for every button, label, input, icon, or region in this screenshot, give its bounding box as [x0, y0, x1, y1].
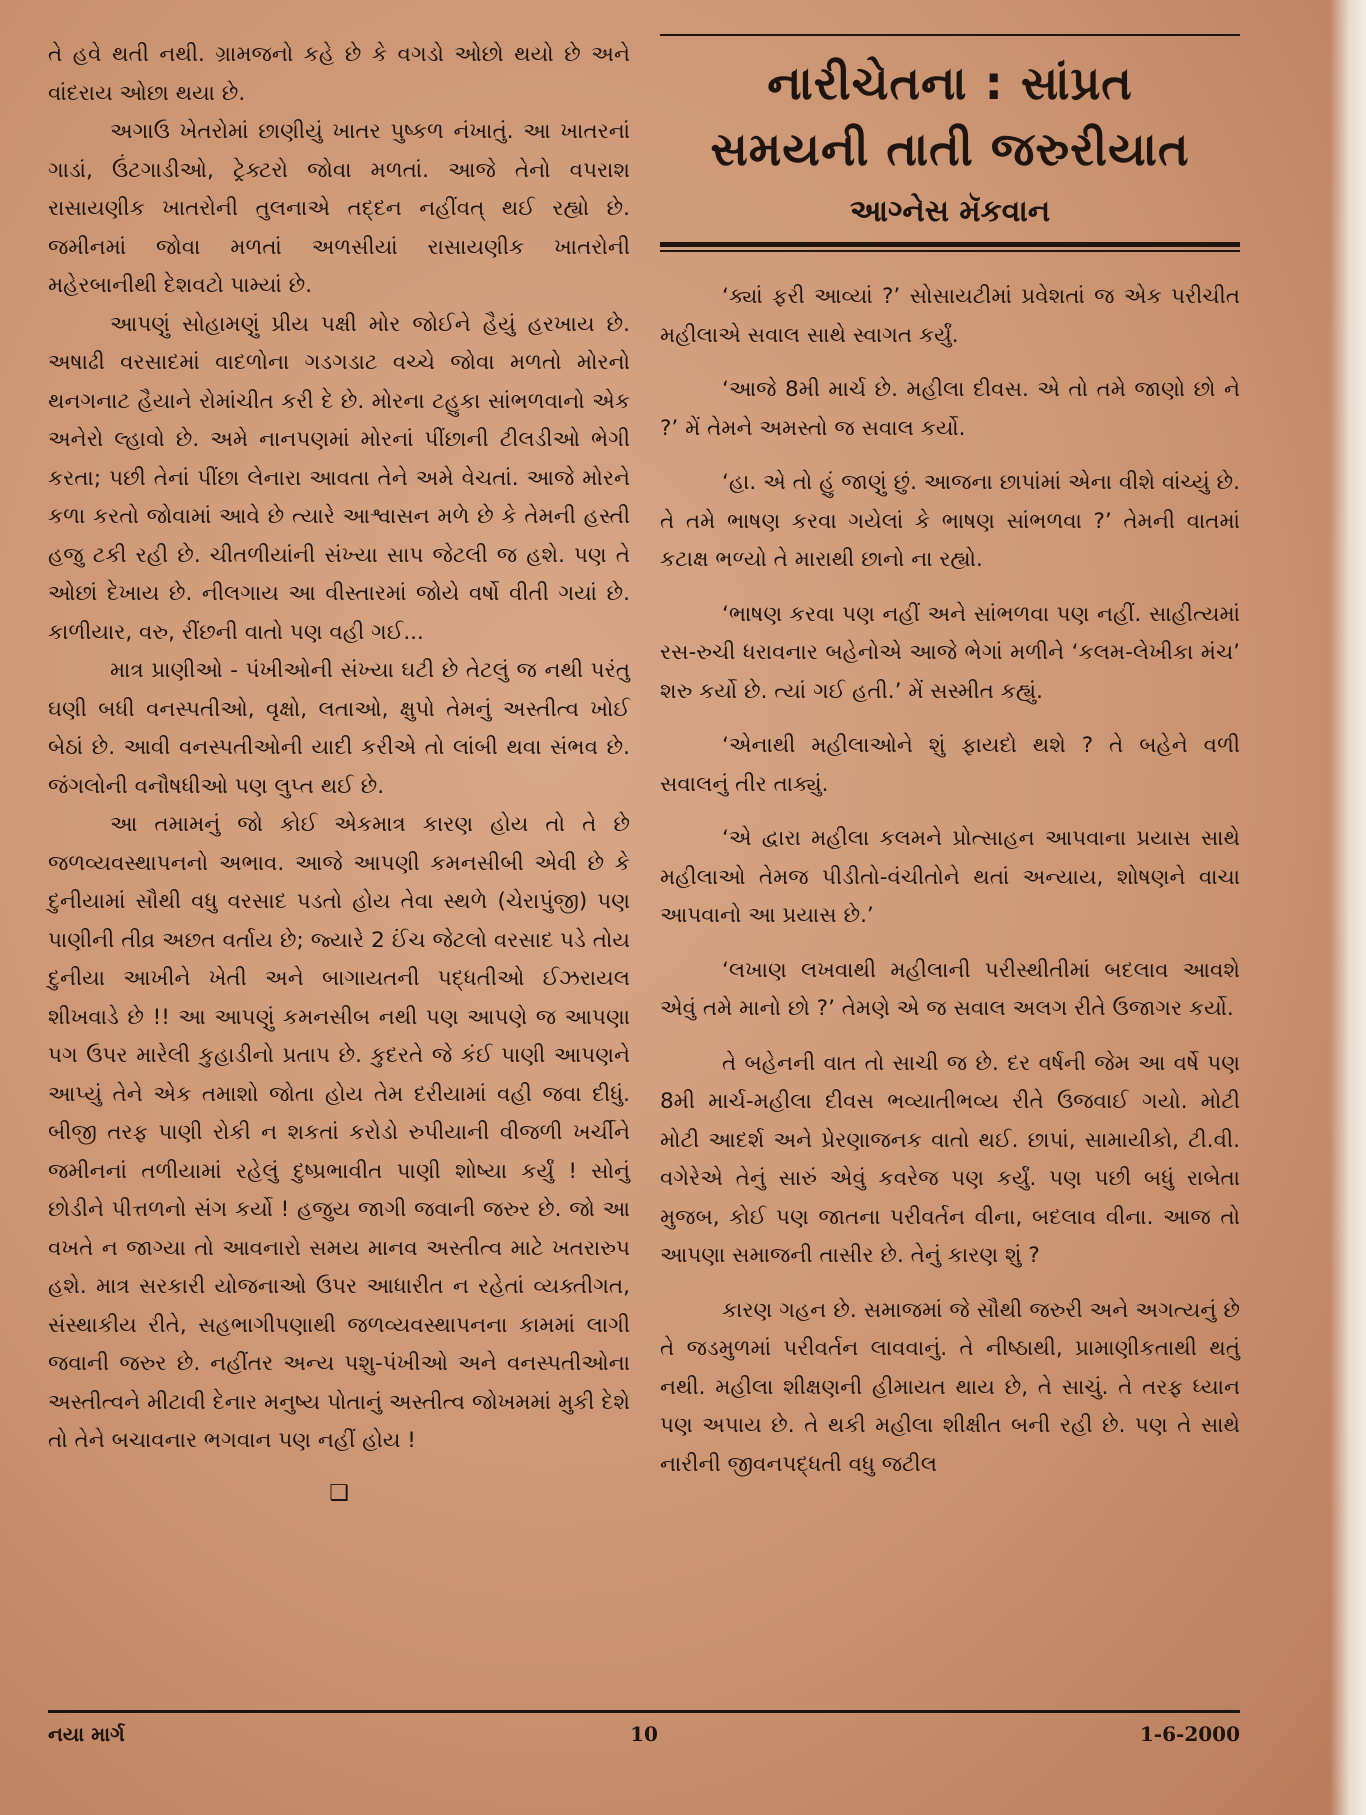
page-number: 10 [630, 1722, 658, 1746]
paragraph: અગાઉ ખેતરોમાં છાણીયું ખાતર પુષ્કળ નંખાતું. આ ખાતરનાં ગાડાં, ઉંટગાડીઓ, ટ્રેક્ટરો જોવા મળતાં. આજે તેનો વપરાશ રાસાયણીક ખાતરોની તુલનાએ તદ્દન નહીંવત્ થઈ રહ્યો છે. જમીનમાં જોવા મળતાં અળસીયાં રાસાયણીક ખાતરોની મહેરબાનીથી દેશવટો પામ્યાં છે. [48, 119, 630, 298]
issue-date: 1-6-2000 [1139, 1722, 1240, 1746]
paragraph: ‘આજે 8મી માર્ચ છે. મહીલા દીવસ. એ તો તમે જાણો છો ને ?’ મેં તેમને અમસ્તો જ સવાલ કર્યો. [660, 377, 1240, 441]
publication-name: નયા માર્ગ [48, 1722, 125, 1746]
paragraph: ‘ક્યાં ફરી આવ્યાં ?’ સોસાયટીમાં પ્રવેશતાં જ એક પરીચીત મહીલાએ સવાલ સાથે સ્વાગત કર્યું. [660, 284, 1240, 348]
end-of-article-mark: ❑ [329, 1480, 349, 1506]
author-rule [660, 242, 1240, 252]
page-edge [1330, 0, 1366, 1815]
paragraph: ‘હા. એ તો હું જાણું છું. આજના છાપાંમાં એના વીશે વાંચ્યું છે. તે તમે ભાષણ કરવા ગયેલાં કે ભાષણ સાંભળવા ?’ તેમની વાતમાં કટાક્ષ ભળ્યો તે મારાથી છાનો ના રહ્યો. [660, 470, 1240, 572]
paragraph: આ તમામનું જો કોઈ એકમાત્ર કારણ હોય તો તે છે જળવ્યવસ્થાપનનો અભાવ. આજે આપણી કમનસીબી એવી છે કે દુનીયામાં સૌથી વધુ વરસાદ પડતો હોય તેવા સ્થળે (ચેરાપુંજી) પણ પાણીની તીવ્ર અછત વર્તાય છે; જ્યારે 2 ઈંચ જેટલો વરસાદ પડે તોય દુનીયા આખીને ખેતી અને બાગાયતની પદ્ધતીઓ ઈઝરાયલ શીખવાડે છે !! આ આપણું કમનસીબ નથી પણ આપણે જ આપણા પગ ઉપર મારેલી કુહાડીનો પ્રતાપ છે. કુદરતે જે કંઈ પાણી આપણને આપ્યું તેને એક તમાશો જોતા હોય તેમ દરીયામાં વહી જવા દીધું. બીજી તરફ પાણી રોકી ન શકતાં કરોડો રુપીયાની વીજળી ખર્ચીને જમીનનાં તળીયામાં રહેલું દુષ્પ્રભાવીત પાણી શોષ્યા કર્યું ! સોનું છોડીને પીત્તળનો સંગ કર્યો ! હજુય જાગી જવાની જરુર છે. જો આ વખતે ન જાગ્યા તો આવનારો સમય માનવ અસ્તીત્વ માટે ખતરારુપ હશે. માત્ર સરકારી યોજનાઓ ઉપર આધારીત ન રહેતાં વ્યક્તીગત, સંસ્થાકીય રીતે, સહભાગીપણાથી જળવ્યવસ્થાપનના કામમાં લાગી જવાની જરુર છે. નહીંતર અન્ય પશુ-પંખીઓ અને વનસ્પતીઓના અસ્તીત્વને મીટાવી દેનાર મનુષ્ય પોતાનું અસ્તીત્વ જોખમમાં મુકી દેશે તો તેને બચાવનાર ભગવાન પણ નહીં હોય ! [48, 812, 630, 1453]
article-author: આગ્નેસ મૅકવાન [849, 194, 1051, 229]
article-title [660, 50, 1240, 182]
paragraph: ‘લખાણ લખવાથી મહીલાની પરીસ્થીતીમાં બદલાવ આવશે એવું તમે માનો છો ?’ તેમણે એ જ સવાલ અલગ રીતે ઉજાગર કર્યો. [660, 957, 1240, 1021]
title-top-rule [660, 34, 1240, 36]
paragraph: કારણ ગહન છે. સમાજમાં જે સૌથી જરુરી અને અગત્યનું છે તે જડમુળમાં પરીવર્તન લાવવાનું. તે નીષ્ઠાથી, પ્રામાણીકતાથી થતું નથી. મહીલા શીક્ષણની હીમાયત થાય છે, તે સાચું. તે તરફ ધ્યાન પણ અપાય છે. તે થકી મહીલા શીક્ષીત બની રહી છે. પણ તે સાથે નારીની જીવનપદ્ધતી વધુ જટીલ [660, 1297, 1240, 1477]
footer-rule [48, 1710, 1240, 1713]
left-column [48, 36, 630, 1513]
article-title-line-2: સમયની તાતી જરુરીયાત [710, 122, 1190, 176]
article-title-line-1: નારીચેતના : સાંપ્રત [767, 56, 1133, 110]
paragraph: તે હવે થતી નથી. ગ્રામજનો કહે છે કે વગડો ઓછો થયો છે અને વાંદરાય ઓછા થયા છે. [48, 42, 630, 106]
paragraph: ‘એનાથી મહીલાઓને શું ફાયદો થશે ? તે બહેને વળી સવાલનું તીર તાક્યું. [660, 733, 1240, 797]
paragraph: આપણું સોહામણું પ્રીય પક્ષી મોર જોઈને હૈયું હરખાય છે. અષાઢી વરસાદમાં વાદળોના ગડગડાટ વચ્ચે જોવા મળતો મોરનો થનગનાટ હૈયાને રોમાંચીત કરી દે છે. મોરના ટહુકા સાંભળવાનો એક અનેરો લ્હાવો છે. અમે નાનપણમાં મોરનાં પીંછાની ટીલડીઓ ભેગી કરતા; પછી તેનાં પીંછા લેનારા આવતા તેને અમે વેચતાં. આજે મોરને કળા કરતો જોવામાં આવે છે ત્યારે આશ્વાસન મળે છે કે તેમની હસ્તી હજુ ટકી રહી છે. ચીતળીયાંની સંખ્યા સાપ જેટલી જ હશે. પણ તે ઓછાં દેખાય છે. નીલગાય આ વીસ્તારમાં જોયે વર્ષો વીતી ગયાં છે. કાળીયાર, વરુ, રીંછની વાતો પણ વહી ગઈ... [48, 311, 630, 645]
paragraph: ‘એ દ્વારા મહીલા કલમને પ્રોત્સાહન આપવાના પ્રયાસ સાથે મહીલાઓ તેમજ પીડીતો-વંચીતોને થતાં અન્યાય, શોષણને વાચા આપવાનો આ પ્રયાસ છે.’ [660, 826, 1240, 928]
paragraph: માત્ર પ્રાણીઓ - પંખીઓની સંખ્યા ઘટી છે તેટલું જ નથી પરંતુ ઘણી બધી વનસ્પતીઓ, વૃક્ષો, લતાઓ, ક્ષુપો તેમનું અસ્તીત્વ ખોઈ બેઠાં છે. આવી વનસ્પતીઓની યાદી કરીએ તો લાંબી થવા સંભવ છે. જંગલોની વનૌષધીઓ પણ લુપ્ત થઈ છે. [48, 658, 630, 799]
right-column [660, 34, 1240, 1500]
paragraph: તે બહેનની વાત તો સાચી જ છે. દર વર્ષની જેમ આ વર્ષે પણ 8મી માર્ચ-મહીલા દીવસ ભવ્યાતીભવ્ય રીતે ઉજવાઈ ગયો. મોટી મોટી આદર્શ અને પ્રેરણાજનક વાતો થઈ. છાપાં, સામાયીકો, ટી.વી. વગેરેએ તેનું સારું એવું કવરેજ પણ કર્યું. પણ પછી બધું રાબેતા મુજબ, કોઈ પણ જાતના પરીવર્તન વીના, બદલાવ વીના. આજ તો આપણા સમાજની તાસીર છે. તેનું કારણ શું ? [660, 1050, 1240, 1268]
paragraph: ‘ભાષણ કરવા પણ નહીં અને સાંભળવા પણ નહીં. સાહીત્યમાં રસ-રુચી ધરાવનાર બહેનોએ આજે ભેગાં મળીને ‘કલમ-લેખીકા મંચ’ શરુ કર્યો છે. ત્યાં ગઈ હતી.’ મેં સસ્મીત કહ્યું. [660, 601, 1240, 704]
